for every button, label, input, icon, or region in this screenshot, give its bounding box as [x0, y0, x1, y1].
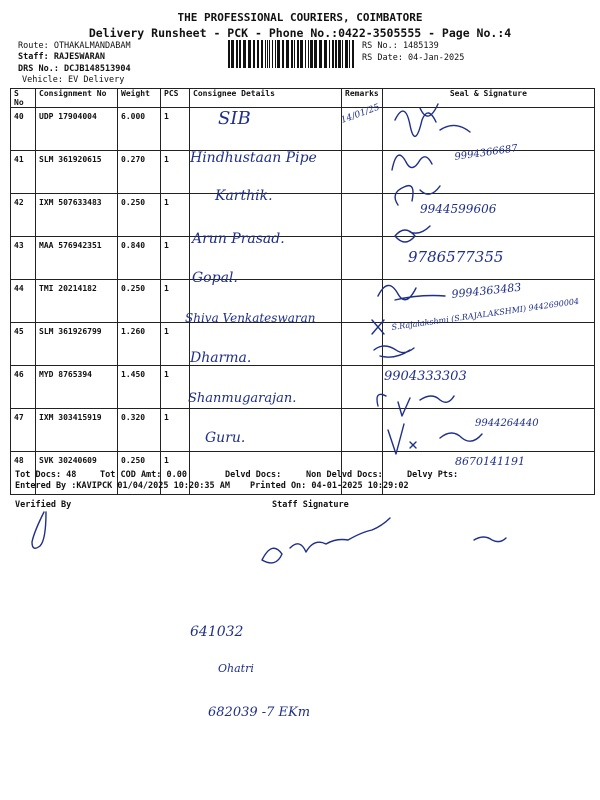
rs-number: RS No.: 1485139: [362, 41, 439, 51]
seal-hw-42: 9944599606: [420, 202, 497, 216]
cell-consignee: [190, 366, 342, 409]
staff-signature-label: Staff Signature: [272, 500, 349, 510]
barcode-bar: [329, 40, 330, 68]
staff-signature-scribble: [262, 518, 390, 563]
barcode-bar: [294, 40, 295, 68]
table-row: [11, 323, 595, 366]
barcode-bar: [305, 40, 306, 68]
route-label: Route: OTHAKALMANDABAM: [18, 41, 131, 51]
barcode-bar: [231, 40, 234, 68]
cell-remarks: [342, 108, 383, 151]
delivery-points: Delvy Pts:: [407, 470, 459, 480]
barcode-bar: [291, 40, 293, 68]
runsheet-subtitle: Delivery Runsheet - PCK - Phone No.:0422-3505555 - Page No.:4: [88, 26, 512, 40]
cell-consignee: [190, 280, 342, 323]
col-header-pcs: PCS: [161, 89, 190, 108]
barcode-bar: [253, 40, 255, 68]
cell-pcs: 1: [161, 280, 190, 323]
seal-hw-44: 9994363483: [450, 280, 522, 301]
cell-sno: 44: [11, 280, 36, 323]
cell-seal: [382, 151, 594, 194]
note-line-3: 682039 -7 EKm: [208, 705, 311, 720]
cell-remarks: [342, 366, 383, 409]
cell-consignment: IXM 303415919: [36, 409, 118, 452]
cell-remarks: [342, 280, 383, 323]
barcode-bar: [275, 40, 276, 68]
note-line-2: Ohatri: [218, 662, 254, 675]
cell-sno: 41: [11, 151, 36, 194]
cell-seal: [382, 108, 594, 151]
table-row: [11, 237, 595, 280]
barcode: [228, 40, 354, 68]
table-row: [11, 409, 595, 452]
col-header-weight: Weight: [118, 89, 161, 108]
verified-by-label: Verified By: [15, 500, 72, 510]
cell-weight: 1.260: [118, 323, 161, 366]
consignee-hw-41: Hindhustaan Pipe: [190, 150, 317, 166]
cell-remarks: [342, 409, 383, 452]
cell-consignee: [190, 108, 342, 151]
col-header-consignee: Consignee Details: [190, 89, 342, 108]
barcode-bar: [261, 40, 263, 68]
table-row: [11, 366, 595, 409]
barcode-bar: [308, 40, 309, 68]
cell-sno: 48: [11, 452, 36, 495]
col-header-seal: Seal & Signature: [382, 89, 594, 108]
table-row: [11, 194, 595, 237]
table-header-row: [11, 89, 595, 108]
col-header-consignment: Consignment No: [36, 89, 118, 108]
consignee-hw-47: Shanmugarajan.: [188, 391, 297, 406]
drs-number: DRS No.: DCJB148513904: [18, 64, 131, 74]
cell-remarks: [342, 194, 383, 237]
cell-weight: 0.270: [118, 151, 161, 194]
seal-hw-48: 8670141191: [455, 455, 525, 468]
barcode-bar: [248, 40, 251, 68]
barcode-bar: [277, 40, 280, 68]
barcode-bar: [310, 40, 313, 68]
consignee-hw-42: Karthik.: [215, 188, 273, 204]
cell-remarks: [342, 151, 383, 194]
cell-pcs: 1: [161, 151, 190, 194]
consignee-hw-48: Guru.: [205, 430, 246, 446]
cell-consignee: [190, 323, 342, 366]
cell-remarks: [342, 323, 383, 366]
barcode-bar: [319, 40, 322, 68]
printed-on: Printed On: 04-01-2025 10:29:02: [250, 481, 409, 491]
barcode-bar: [257, 40, 259, 68]
barcode-bar: [282, 40, 284, 68]
cell-pcs: 1: [161, 409, 190, 452]
cell-pcs: 1: [161, 237, 190, 280]
barcode-bar: [272, 40, 273, 68]
barcode-bar: [314, 40, 317, 68]
cell-pcs: 1: [161, 108, 190, 151]
barcode-bar: [236, 40, 238, 68]
cell-seal: [382, 194, 594, 237]
table-row: [11, 108, 595, 151]
barcode-bar: [342, 40, 343, 68]
barcode-bar: [239, 40, 241, 68]
cell-consignment: IXM 507633483: [36, 194, 118, 237]
cell-consignment: SLM 361920615: [36, 151, 118, 194]
entered-by: Entered By :KAVIPCK 01/04/2025 10:20:35 AM: [15, 481, 230, 491]
cell-consignment: SLM 361926799: [36, 323, 118, 366]
barcode-bar: [269, 40, 270, 68]
remarks-hw-40: 14/01/25: [339, 102, 382, 126]
total-cod-amount: Tot COD Amt: 0.00: [100, 470, 187, 480]
total-docs: Tot Docs: 48: [15, 470, 77, 480]
barcode-bar: [243, 40, 246, 68]
runsheet-table: [10, 88, 595, 495]
rs-date: RS Date: 04-Jan-2025: [362, 53, 465, 63]
barcode-bar: [335, 40, 337, 68]
seal-hw-47: 9944264440: [475, 418, 539, 429]
cell-seal: [382, 366, 594, 409]
verifier-signature: [32, 512, 46, 548]
barcode-bar: [332, 40, 334, 68]
barcode-bar: [265, 40, 266, 68]
cell-pcs: 1: [161, 366, 190, 409]
col-header-remarks: Remarks: [342, 89, 383, 108]
cell-consignment: UDP 17904004: [36, 108, 118, 151]
cell-seal: [382, 409, 594, 452]
barcode-bar: [267, 40, 268, 68]
barcode-bar: [352, 40, 354, 68]
initials-scribble: [474, 537, 506, 542]
consignee-hw-43: Arun Prasad.: [192, 231, 285, 247]
consignee-hw-46: Dharma.: [190, 350, 252, 366]
note-line-1: 641032: [190, 624, 244, 640]
document-title: THE PROFESSIONAL COURIERS, COIMBATORE: [177, 11, 423, 24]
barcode-bar: [324, 40, 327, 68]
vehicle-label: Vehicle: EV Delivery: [22, 75, 125, 85]
col-header-sno: S No: [11, 89, 36, 108]
seal-hw-41: 9994366687: [453, 143, 519, 163]
cell-sno: 43: [11, 237, 36, 280]
cell-pcs: 1: [161, 452, 190, 495]
cell-consignee: [190, 194, 342, 237]
cell-sno: 40: [11, 108, 36, 151]
cell-weight: 0.320: [118, 409, 161, 452]
cell-consignee: [190, 237, 342, 280]
delivered-docs: Delvd Docs:: [225, 470, 282, 480]
cell-seal: [382, 237, 594, 280]
table-row: [11, 280, 595, 323]
barcode-bar: [349, 40, 350, 68]
cell-weight: 0.840: [118, 237, 161, 280]
barcode-bar: [338, 40, 341, 68]
cell-weight: 0.250: [118, 194, 161, 237]
barcode-bar: [300, 40, 303, 68]
cell-weight: 0.250: [118, 452, 161, 495]
consignee-hw-40: SIB: [218, 108, 251, 129]
cell-weight: 0.250: [118, 280, 161, 323]
cell-sno: 42: [11, 194, 36, 237]
seal-hw-45: S.Rajalakshmi (S.RAJALAKSHMI) 9442690004: [391, 296, 580, 332]
seal-hw-46: 9904333303: [384, 369, 467, 384]
staff-label: Staff: RAJESWARAN: [18, 52, 105, 62]
barcode-bar: [286, 40, 289, 68]
cell-consignment: MAA 576942351: [36, 237, 118, 280]
cell-seal: [382, 323, 594, 366]
cell-consignment: MYD 8765394: [36, 366, 118, 409]
cell-seal: [382, 280, 594, 323]
cell-pcs: 1: [161, 194, 190, 237]
consignee-hw-45: Shiva Venkateswaran: [185, 311, 316, 325]
cell-consignee: [190, 409, 342, 452]
cell-sno: 47: [11, 409, 36, 452]
cell-pcs: 1: [161, 323, 190, 366]
barcode-bar: [228, 40, 230, 68]
barcode-bar: [345, 40, 348, 68]
table-row: [11, 151, 595, 194]
cell-consignee: [190, 151, 342, 194]
seal-hw-43: 9786577355: [408, 248, 504, 266]
cell-weight: 1.450: [118, 366, 161, 409]
cell-weight: 6.000: [118, 108, 161, 151]
cell-remarks: [342, 237, 383, 280]
barcode-bar: [297, 40, 299, 68]
cell-sno: 46: [11, 366, 36, 409]
cell-consignment: TMI 20214182: [36, 280, 118, 323]
consignee-hw-44: Gopal.: [192, 270, 238, 286]
non-delivered-docs: Non Delvd Docs:: [306, 470, 383, 480]
cell-consignment: SVK 30240609: [36, 452, 118, 495]
cell-sno: 45: [11, 323, 36, 366]
